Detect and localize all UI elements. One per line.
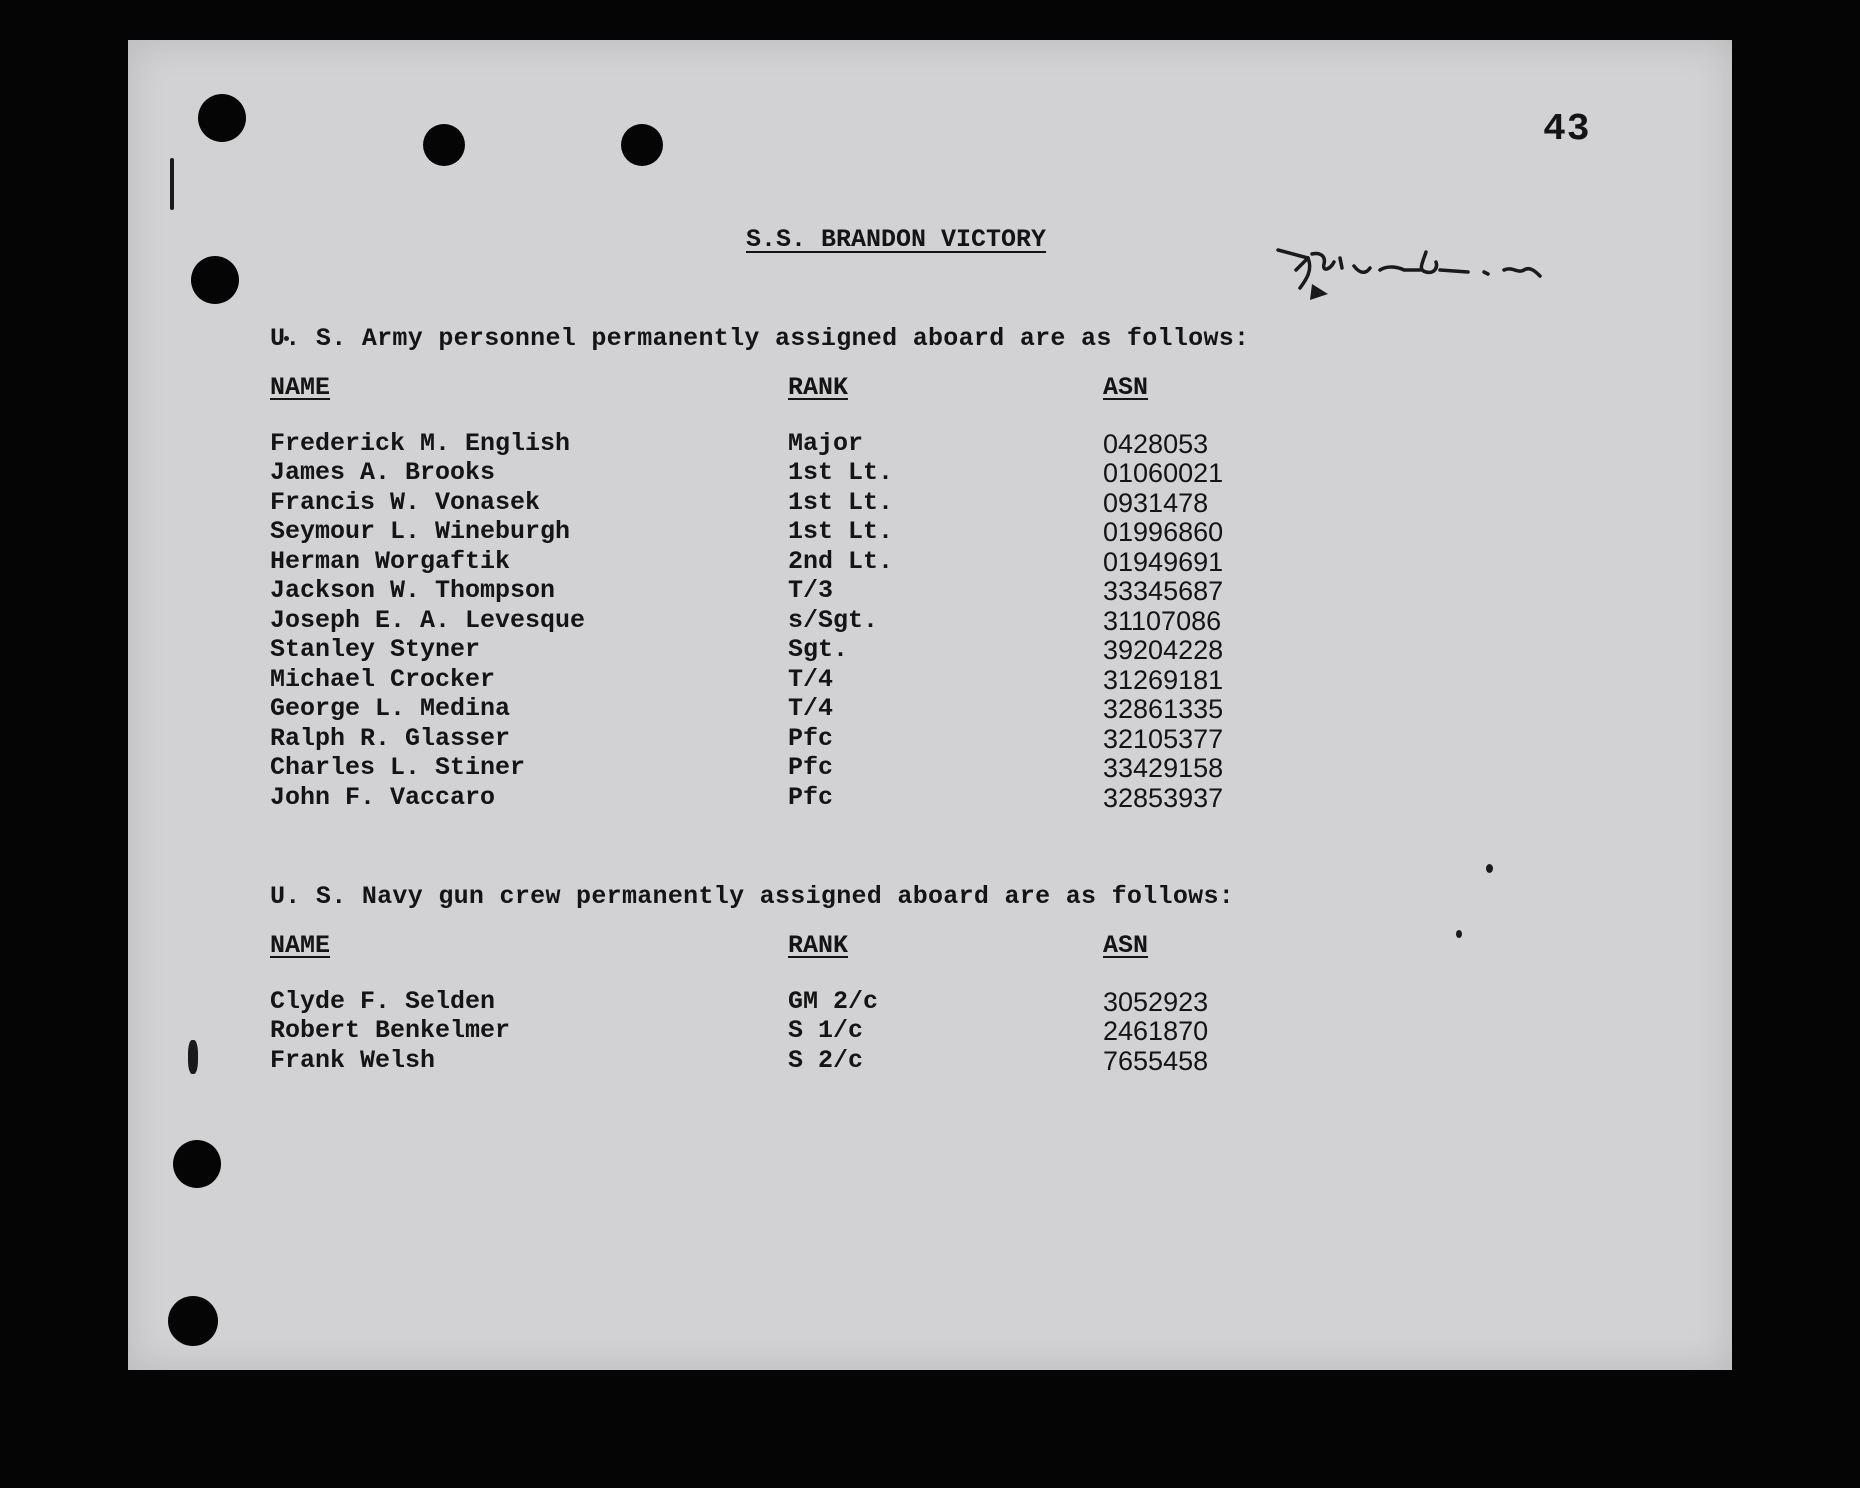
- person-rank: 1st Lt.: [788, 458, 894, 487]
- person-asn: 0931478: [1103, 487, 1209, 518]
- column-header-name: NAME: [270, 931, 331, 960]
- person-rank: S 1/c: [788, 1016, 864, 1045]
- page-number: 43: [1543, 108, 1591, 151]
- person-asn: 01949691: [1103, 546, 1224, 577]
- army-table-header: [270, 373, 1370, 403]
- ink-speck: [188, 1040, 198, 1074]
- person-name: George L. Medina: [270, 694, 511, 723]
- table-row: [270, 665, 1370, 695]
- column-header-name: NAME: [270, 373, 331, 402]
- person-name: Charles L. Stiner: [270, 753, 526, 782]
- person-asn: 39204228: [1103, 635, 1224, 665]
- ink-speck: [1486, 864, 1493, 873]
- table-row: [270, 987, 1370, 1017]
- person-asn: 33429158: [1103, 753, 1224, 783]
- table-row: [270, 606, 1370, 636]
- person-asn: 32861335: [1103, 694, 1224, 724]
- person-name: Frank Welsh: [270, 1045, 436, 1075]
- punch-hole: [173, 1140, 221, 1188]
- punch-hole: [198, 94, 246, 142]
- navy-section: [270, 882, 1370, 1075]
- person-name: Jackson W. Thompson: [270, 576, 556, 605]
- table-row: [270, 694, 1370, 724]
- person-name: Michael Crocker: [270, 664, 496, 694]
- person-name: Frederick M. English: [270, 428, 571, 458]
- person-asn: 01060021: [1103, 458, 1224, 488]
- table-row: [270, 488, 1370, 518]
- table-row: [270, 753, 1370, 783]
- navy-table-header: [270, 931, 1370, 961]
- person-asn: 3052923: [1103, 986, 1209, 1017]
- person-rank: T/4: [788, 694, 834, 723]
- person-name: Joseph E. A. Levesque: [270, 605, 586, 635]
- person-rank: T/4: [788, 664, 834, 694]
- punch-hole: [621, 124, 663, 166]
- person-name: Francis W. Vonasek: [270, 487, 541, 517]
- person-rank: 1st Lt.: [788, 487, 894, 517]
- person-rank: S 2/c: [788, 1045, 864, 1075]
- person-rank: Major: [788, 428, 864, 458]
- person-rank: T/3: [788, 576, 834, 605]
- person-asn: 32105377: [1103, 723, 1224, 754]
- column-header-rank: RANK: [788, 931, 849, 960]
- table-row: [270, 635, 1370, 665]
- army-section: [270, 324, 1370, 812]
- ink-speck: [1456, 930, 1462, 938]
- punch-hole: [423, 124, 465, 166]
- table-row: [270, 724, 1370, 754]
- table-row: [270, 1046, 1370, 1076]
- table-row: [270, 547, 1370, 577]
- person-asn: 01996860: [1103, 517, 1224, 547]
- navy-table-body: [270, 987, 1370, 1076]
- table-row: [270, 783, 1370, 813]
- person-rank: 1st Lt.: [788, 517, 894, 546]
- person-asn: 32853937: [1103, 782, 1224, 813]
- document-page: [128, 40, 1732, 1370]
- person-name: Ralph R. Glasser: [270, 723, 511, 753]
- person-asn: 0428053: [1103, 428, 1209, 459]
- army-intro: U. S. Army personnel permanently assigned aboard are as follows:: [270, 324, 1250, 353]
- table-row: [270, 458, 1370, 488]
- person-name: Clyde F. Selden: [270, 986, 496, 1016]
- punch-hole: [191, 256, 239, 304]
- person-rank: Sgt.: [788, 635, 849, 664]
- table-row: [270, 429, 1370, 459]
- person-rank: s/Sgt.: [788, 605, 879, 635]
- person-asn: 2461870: [1103, 1016, 1209, 1046]
- person-name: James A. Brooks: [270, 458, 496, 487]
- person-name: Seymour L. Wineburgh: [270, 517, 571, 546]
- person-rank: Pfc: [788, 782, 834, 812]
- column-header-asn: ASN: [1103, 931, 1149, 960]
- table-row: [270, 517, 1370, 547]
- person-rank: GM 2/c: [788, 986, 879, 1016]
- person-rank: Pfc: [788, 753, 834, 782]
- person-asn: 33345687: [1103, 576, 1224, 606]
- person-name: Robert Benkelmer: [270, 1016, 511, 1045]
- table-row: [270, 1016, 1370, 1046]
- ink-speck: [170, 158, 174, 210]
- table-row: [270, 576, 1370, 606]
- person-rank: 2nd Lt.: [788, 546, 894, 576]
- document-title: S.S. BRANDON VICTORY: [746, 225, 1047, 254]
- column-header-rank: RANK: [788, 373, 849, 402]
- person-asn: 31107086: [1103, 605, 1222, 636]
- person-name: Stanley Styner: [270, 635, 481, 664]
- punch-hole: [168, 1296, 218, 1346]
- handwritten-signature: [1268, 240, 1598, 320]
- navy-intro: U. S. Navy gun crew permanently assigned aboard are as follows:: [270, 882, 1235, 911]
- army-table-body: [270, 429, 1370, 813]
- column-header-asn: ASN: [1103, 373, 1149, 402]
- person-rank: Pfc: [788, 723, 834, 753]
- person-asn: 7655458: [1103, 1045, 1209, 1076]
- person-asn: 31269181: [1103, 664, 1224, 695]
- person-name: Herman Worgaftik: [270, 546, 511, 576]
- person-name: John F. Vaccaro: [270, 782, 496, 812]
